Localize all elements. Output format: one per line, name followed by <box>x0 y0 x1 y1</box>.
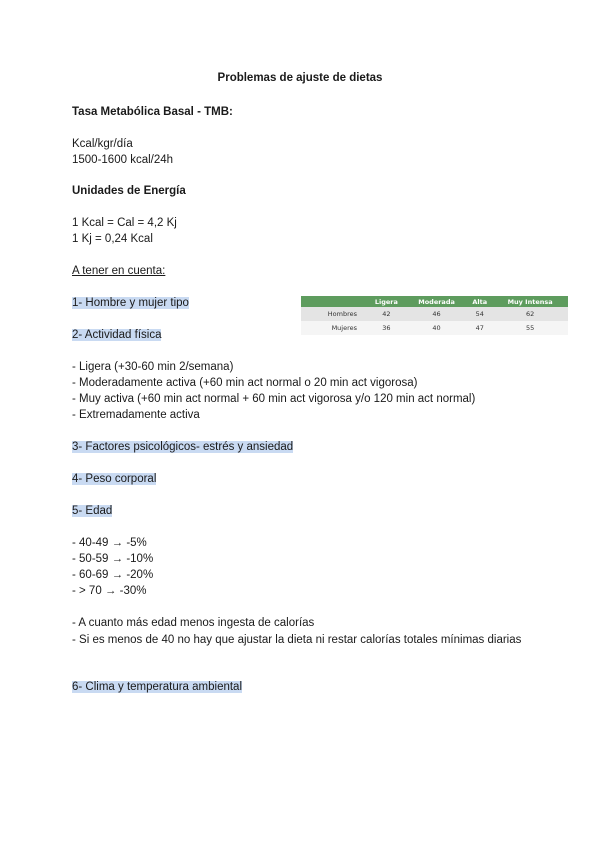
section-2 <box>72 328 161 342</box>
table-cell: 55 <box>492 321 568 335</box>
activity-item: - Extremadamente activa <box>72 409 200 421</box>
table-cell: 40 <box>406 321 468 335</box>
table-row <box>301 307 568 321</box>
row-label: Mujeres <box>301 321 367 335</box>
section-6 <box>72 680 242 694</box>
table-header-cell <box>301 296 367 307</box>
section-4 <box>72 472 156 486</box>
energy-line-1: 1 Kcal = Cal = 4,2 Kj <box>72 217 177 229</box>
tmb-line-2: 1500-1600 kcal/24h <box>72 154 174 166</box>
table-cell: 54 <box>467 307 492 321</box>
table-cell: 62 <box>492 307 568 321</box>
page-title: Problemas de ajuste de dietas <box>217 72 383 84</box>
section-1-label: 1- Hombre y mujer tipo <box>72 297 189 309</box>
age-note: - A cuanto más edad menos ingesta de calorías <box>72 617 315 629</box>
age-item: - 50-59 → -10% <box>72 553 154 565</box>
table-header-cell: Muy Intensa <box>492 296 568 307</box>
energy-line-2: 1 Kj = 0,24 Kcal <box>72 233 153 245</box>
table-cell: 46 <box>406 307 468 321</box>
activity-item: - Muy activa (+60 min act normal + 60 min act vigorosa y/o 120 min act normal) <box>72 393 476 405</box>
section-5 <box>72 504 112 518</box>
section-3-label: 3- Factores psicológicos- estrés y ansiedad <box>72 441 294 453</box>
table-cell: 47 <box>467 321 492 335</box>
energy-heading: Unidades de Energía <box>72 185 186 197</box>
age-note: - Si es menos de 40 no hay que ajustar la dieta ni restar calorías totales mínimas diarias <box>72 634 522 646</box>
table-cell: 36 <box>367 321 406 335</box>
table-header-cell: Ligera <box>367 296 406 307</box>
table-row <box>301 321 568 335</box>
section-4-label: 4- Peso corporal <box>72 473 157 485</box>
note-heading: A tener en cuenta: <box>72 265 166 277</box>
tmb-line-1: Kcal/kgr/día <box>72 138 133 150</box>
table-header-row <box>301 296 568 307</box>
activity-item: - Ligera (+30-60 min 2/semana) <box>72 361 234 373</box>
section-1 <box>72 296 189 310</box>
section-6-label: 6- Clima y temperatura ambiental <box>72 681 243 693</box>
section-2-label: 2- Actividad física <box>72 329 162 341</box>
activity-item: - Moderadamente activa (+60 min act normal o 20 min act vigorosa) <box>72 377 418 389</box>
age-item: - 60-69 → -20% <box>72 569 154 581</box>
age-item: - 40-49 → -5% <box>72 537 147 549</box>
energy-table <box>301 296 568 335</box>
section-3 <box>72 440 293 454</box>
table-header-cell: Moderada <box>406 296 468 307</box>
tmb-heading: Tasa Metabólica Basal - TMB: <box>72 106 233 118</box>
section-5-label: 5- Edad <box>72 505 113 517</box>
table-cell: 42 <box>367 307 406 321</box>
table-header-cell: Alta <box>467 296 492 307</box>
age-item: - > 70 → -30% <box>72 585 147 597</box>
row-label: Hombres <box>301 307 367 321</box>
